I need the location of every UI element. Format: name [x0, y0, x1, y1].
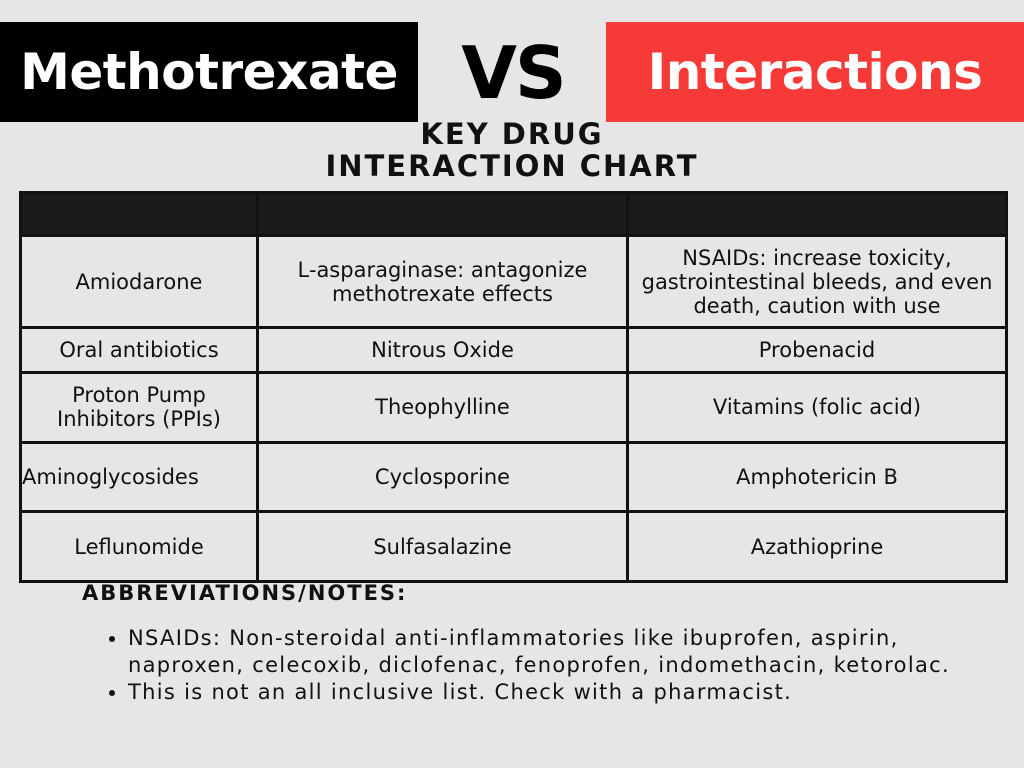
table-cell: Probenacid: [628, 328, 1007, 373]
table-cell: L-asparaginase: antagonize methotrexate effects: [258, 236, 628, 328]
table-row: [21, 236, 1007, 328]
table-header-cell: [258, 193, 628, 236]
table-cell: Oral antibiotics: [21, 328, 258, 373]
table-cell: Cyclosporine: [258, 442, 628, 512]
table-cell: Vitamins (folic acid): [628, 373, 1007, 443]
table-cell: Sulfasalazine: [258, 512, 628, 582]
vs-label: VS: [461, 31, 565, 115]
table-header-cell: [21, 193, 258, 236]
methotrexate-title: Methotrexate: [20, 43, 398, 101]
chart-title-line-2: INTERACTION CHART: [325, 149, 699, 183]
table-row: [21, 512, 1007, 582]
table-cell: Leflunomide: [21, 512, 258, 582]
interactions-title: Interactions: [647, 43, 983, 101]
table-header-cell: [628, 193, 1007, 236]
table-cell: Amphotericin B: [628, 442, 1007, 512]
notes-list: [104, 625, 1008, 706]
chart-title-line-1: KEY DRUG: [420, 117, 604, 151]
table-cell: Theophylline: [258, 373, 628, 443]
chart-title: [0, 118, 1024, 182]
notes-list-item: • NSAIDs: Non-steroidal anti-inflammatories like ibuprofen, aspirin, naproxen, celecoxib, diclofenac, fenoprofen, indomethacin, ketorolac.: [128, 625, 1008, 679]
table-cell: Aminoglycosides: [21, 442, 258, 512]
table-cell: Azathioprine: [628, 512, 1007, 582]
table-cell: Amiodarone: [21, 236, 258, 328]
table-row: [21, 373, 1007, 443]
table-cell: Proton Pump Inhibitors (PPIs): [21, 373, 258, 443]
methotrexate-banner: [0, 22, 418, 122]
interactions-banner: [606, 22, 1024, 122]
notes-list-item: • This is not an all inclusive list. Check with a pharmacist.: [128, 679, 1008, 706]
interaction-table-container: [19, 191, 1005, 583]
interaction-table: [19, 191, 1008, 583]
table-cell: NSAIDs: increase toxicity, gastrointestinal bleeds, and even death, caution with use: [628, 236, 1007, 328]
notes-heading: ABBREVIATIONS/NOTES:: [82, 581, 408, 605]
table-cell: Nitrous Oxide: [258, 328, 628, 373]
table-row: [21, 442, 1007, 512]
table-row: [21, 328, 1007, 373]
table-header-row: [21, 193, 1007, 236]
